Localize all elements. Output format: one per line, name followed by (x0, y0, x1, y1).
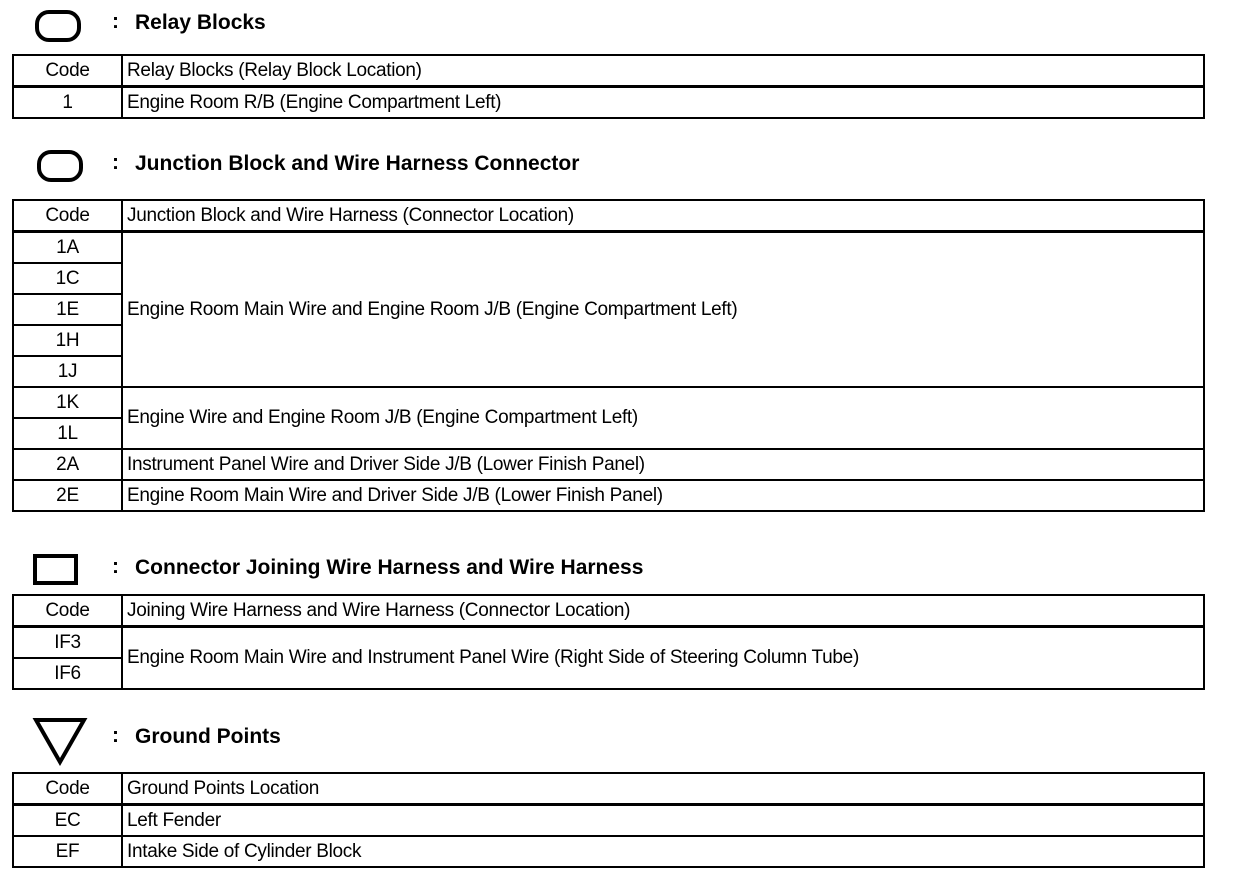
code-cell: 1A (13, 232, 122, 264)
junction-block-table (12, 199, 1205, 512)
location-cell: Engine Room Main Wire and Driver Side J/B (Lower Finish Panel) (122, 480, 1204, 511)
code-cell: IF3 (13, 627, 122, 659)
code-cell: 1C (13, 263, 122, 294)
table-row (13, 449, 1204, 480)
colon: : (112, 151, 119, 174)
code-column-header: Code (13, 55, 122, 87)
table-header-row (13, 200, 1204, 232)
connector-joining-table (12, 594, 1205, 690)
colon: : (112, 724, 119, 747)
code-cell: EF (13, 836, 122, 867)
location-column-header: Joining Wire Harness and Wire Harness (Connector Location) (122, 595, 1204, 627)
location-column-header: Junction Block and Wire Harness (Connector Location) (122, 200, 1204, 232)
location-cell: Left Fender (122, 805, 1204, 837)
table-header-row (13, 595, 1204, 627)
code-cell: IF6 (13, 658, 122, 689)
code-cell: 1 (13, 87, 122, 119)
location-column-header: Relay Blocks (Relay Block Location) (122, 55, 1204, 87)
code-cell: 2A (13, 449, 122, 480)
section-header-ground-points (0, 716, 600, 766)
table-header-row (13, 55, 1204, 87)
location-cell: Instrument Panel Wire and Driver Side J/B (Lower Finish Panel) (122, 449, 1204, 480)
section-title: Connector Joining Wire Harness and Wire Harness (135, 556, 644, 579)
section-header-connector-joining (0, 551, 800, 587)
table-row (13, 387, 1204, 418)
table-row (13, 836, 1204, 867)
location-cell: Engine Room Main Wire and Engine Room J/B (Engine Compartment Left) (122, 232, 1204, 388)
ground-points-table (12, 772, 1205, 868)
table-row (13, 480, 1204, 511)
table-row (13, 87, 1204, 119)
location-cell: Engine Room Main Wire and Instrument Panel Wire (Right Side of Steering Column Tube) (122, 627, 1204, 690)
location-cell: Engine Wire and Engine Room J/B (Engine Compartment Left) (122, 387, 1204, 449)
code-cell: 1E (13, 294, 122, 325)
code-cell: 1L (13, 418, 122, 449)
colon: : (112, 555, 119, 578)
table-row (13, 232, 1204, 264)
table-row (13, 805, 1204, 837)
ground-point-triangle-icon (32, 716, 88, 766)
code-cell: EC (13, 805, 122, 837)
colon: : (112, 10, 119, 33)
code-column-header: Code (13, 595, 122, 627)
section-title: Junction Block and Wire Harness Connector (135, 152, 580, 175)
code-cell: 1K (13, 387, 122, 418)
relay-blocks-table (12, 54, 1205, 119)
code-column-header: Code (13, 773, 122, 805)
section-title: Relay Blocks (135, 11, 266, 34)
location-cell: Engine Room R/B (Engine Compartment Left) (122, 87, 1204, 119)
location-column-header: Ground Points Location (122, 773, 1204, 805)
section-title: Ground Points (135, 725, 281, 748)
junction-block-symbol-icon (36, 149, 84, 183)
table-row (13, 627, 1204, 659)
code-cell: 2E (13, 480, 122, 511)
section-header-relay-blocks (0, 5, 600, 41)
code-column-header: Code (13, 200, 122, 232)
location-cell: Intake Side of Cylinder Block (122, 836, 1204, 867)
connector-symbol-icon (32, 553, 80, 587)
relay-block-symbol-icon (34, 9, 82, 43)
table-header-row (13, 773, 1204, 805)
code-cell: 1H (13, 325, 122, 356)
code-cell: 1J (13, 356, 122, 387)
section-header-junction-block (0, 146, 800, 182)
